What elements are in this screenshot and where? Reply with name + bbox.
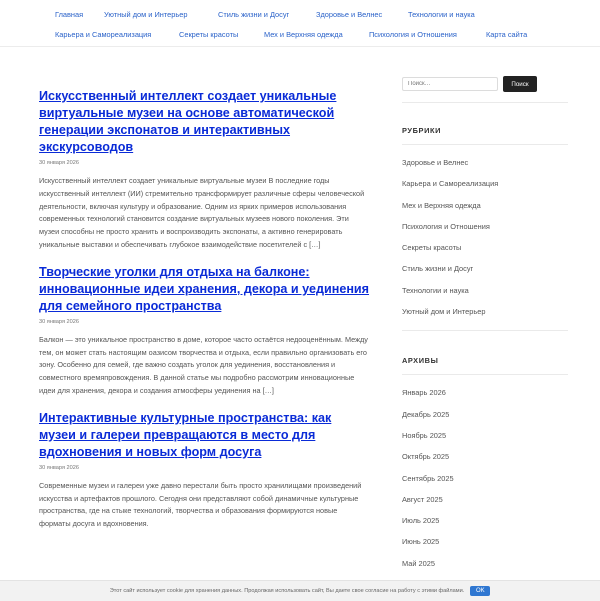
post-date: 30 января 2026 (39, 318, 79, 325)
post-title-link[interactable]: Творческие уголки для отдыха на балконе: инновационные идеи хранения, декора и уединения для семейного пространства (39, 264, 370, 313)
archive-link[interactable]: Май 2025 (402, 558, 435, 568)
post-excerpt: Искусственный интеллект создает уникальные виртуальные музеи В последние годы искусственный интеллект (ИИ) стремительно трансформирует различные сферы человеческой деятельности, включая культуру и образование. Одним из ярких примеров использования современных технологий становится создание виртуальных музеев нового поколения. Эти музеи способны не просто хранить и воспроизводить экспонаты, а активно генерировать уникальные выставки и обеспечивать глубокое взаимодействие посетителей с […] (39, 176, 365, 249)
post-item (39, 264, 370, 398)
nav-link-beauty[interactable]: Секреты красоты (179, 30, 239, 39)
archive-link[interactable]: Сентябрь 2025 (402, 473, 454, 483)
archives-list (402, 382, 568, 574)
nav-link-health[interactable]: Здоровье и Велнес (316, 10, 383, 19)
rubric-link[interactable]: Карьера и Самореализация (402, 179, 499, 189)
nav-link-home-interior[interactable]: Уютный дом и Интерьер (104, 10, 188, 19)
archive-link[interactable]: Июнь 2025 (402, 537, 440, 547)
divider (402, 330, 568, 331)
nav-link-technology[interactable]: Технологии и наука (408, 10, 475, 19)
archive-link[interactable]: Ноябрь 2025 (402, 430, 447, 440)
divider (402, 102, 568, 103)
archive-link[interactable]: Июль 2025 (402, 516, 440, 526)
archive-link[interactable]: Октябрь 2025 (402, 452, 450, 462)
rubric-link[interactable]: Секреты красоты (402, 243, 462, 253)
post-item (39, 410, 370, 531)
post-excerpt: Балкон — это уникальное пространство в доме, которое часто остаётся недооценённым. Между тем, он может стать настоящим оазисом творчества и отдыха, если правильно организовать его зону. Особенно для семей, где важно создать уголок для уединения, восстановления и совместного времяпровождения. В данной статье мы подробно рассмотрим инновационные идеи для хранения, декора и создания атмосферы уединения на […] (39, 334, 368, 395)
nav-link-sitemap[interactable]: Карта сайта (486, 30, 528, 39)
nav-link-career[interactable]: Карьера и Самореализация (55, 30, 152, 39)
top-navigation (0, 0, 600, 47)
divider (402, 374, 568, 375)
archive-link[interactable]: Декабрь 2025 (402, 409, 450, 419)
cookie-accept-button[interactable]: OK (470, 586, 490, 596)
divider (402, 144, 568, 145)
rubric-link[interactable]: Здоровье и Велнес (402, 158, 469, 167)
rubric-link[interactable]: Технологии и наука (402, 285, 469, 295)
rubric-link[interactable]: Уютный дом и Интерьер (402, 307, 486, 317)
rubric-link[interactable]: Психология и Отношения (402, 221, 490, 231)
post-date: 30 января 2026 (39, 160, 79, 166)
post-excerpt: Современные музеи и галереи уже давно перестали быть просто хранилищами произведений искусства и артефактов прошлого. Сегодня они представляют собой динамичные культурные пространства, где на стыке технологий, творчества и образования формируются новые форматы досуга и вдохновения. (39, 480, 362, 529)
search-button[interactable]: Поиск (503, 76, 537, 92)
nav-link-lifestyle[interactable]: Стиль жизни и Досуг (218, 10, 290, 19)
nav-link-home[interactable]: Главная (55, 10, 84, 19)
post-title-link[interactable]: Искусственный интеллект создает уникальные виртуальные музеи на основе автоматической генерации экспонатов и интерактивных экскурсоводов (39, 89, 337, 154)
rubrics-list (402, 152, 568, 322)
post-title-link[interactable]: Интерактивные культурные пространства: как музеи и галереи превращаются в место для вдохновения и новых форм досуга (39, 410, 332, 459)
rubric-link[interactable]: Мех и Верхняя одежда (402, 200, 481, 210)
post-item (39, 88, 370, 252)
archive-link[interactable]: Январь 2026 (402, 388, 446, 398)
nav-link-fur[interactable]: Мех и Верхняя одежда (264, 30, 343, 39)
sidebar (402, 76, 568, 574)
archive-link[interactable]: Август 2025 (402, 494, 443, 504)
post-list (39, 88, 370, 543)
search-input[interactable] (402, 77, 498, 91)
search-form (402, 76, 568, 92)
rubrics-heading: РУБРИКИ (402, 126, 442, 135)
cookie-consent-bar (0, 580, 600, 601)
rubric-link[interactable]: Стиль жизни и Досуг (402, 264, 474, 274)
cookie-text: Этот сайт использует cookie для хранения данных. Продолжая использовать сайт, Вы даете свое согласие на работу с этими файлами. (109, 588, 465, 594)
archives-heading: АРХИВЫ (402, 356, 439, 366)
post-date: 30 января 2026 (39, 464, 79, 471)
nav-link-psychology[interactable]: Психология и Отношения (369, 30, 457, 39)
